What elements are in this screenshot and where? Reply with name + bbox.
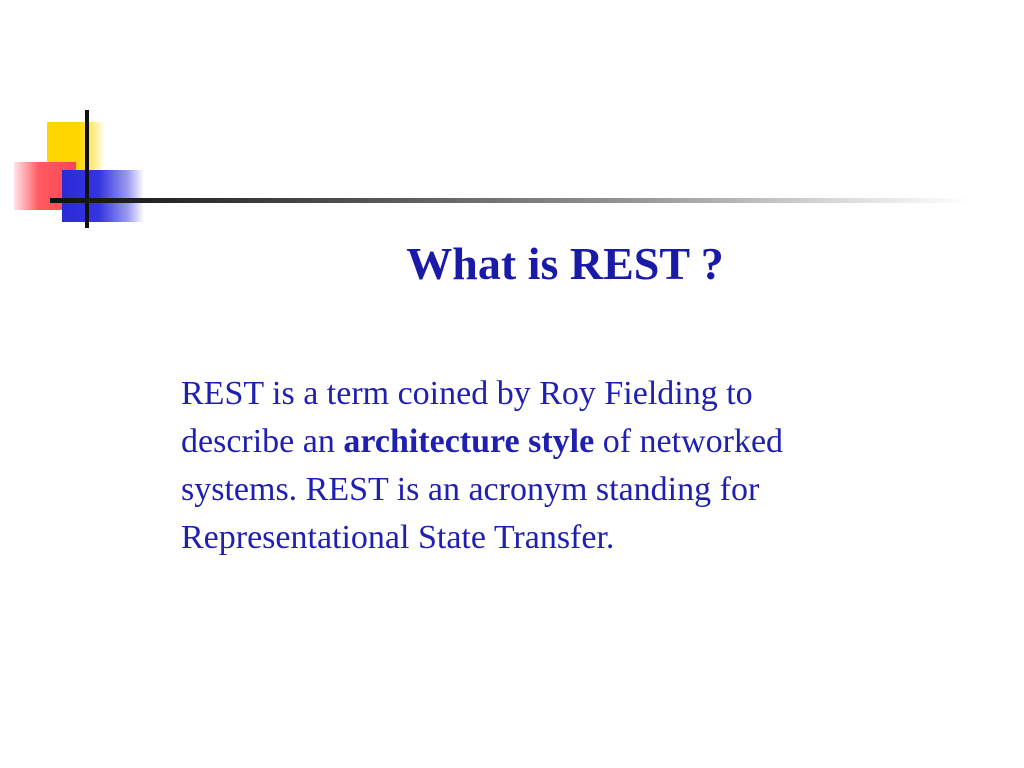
- body-line-2-post: of networked: [594, 423, 784, 460]
- body-line-1: REST is a term coined by Roy Fielding to: [181, 375, 753, 412]
- vertical-rule: [85, 110, 89, 228]
- blue-square: [62, 170, 144, 222]
- slide-title: What is REST ?: [406, 238, 724, 289]
- body-line-4: Representational State Transfer.: [181, 519, 615, 556]
- body-line-2-pre: describe an: [181, 423, 344, 460]
- horizontal-rule: [50, 198, 970, 203]
- slide-body: [181, 370, 941, 562]
- body-line-2: [181, 418, 941, 466]
- body-emphasis: architecture style: [343, 423, 595, 460]
- body-line-3: systems. REST is an acronym standing for: [181, 471, 760, 508]
